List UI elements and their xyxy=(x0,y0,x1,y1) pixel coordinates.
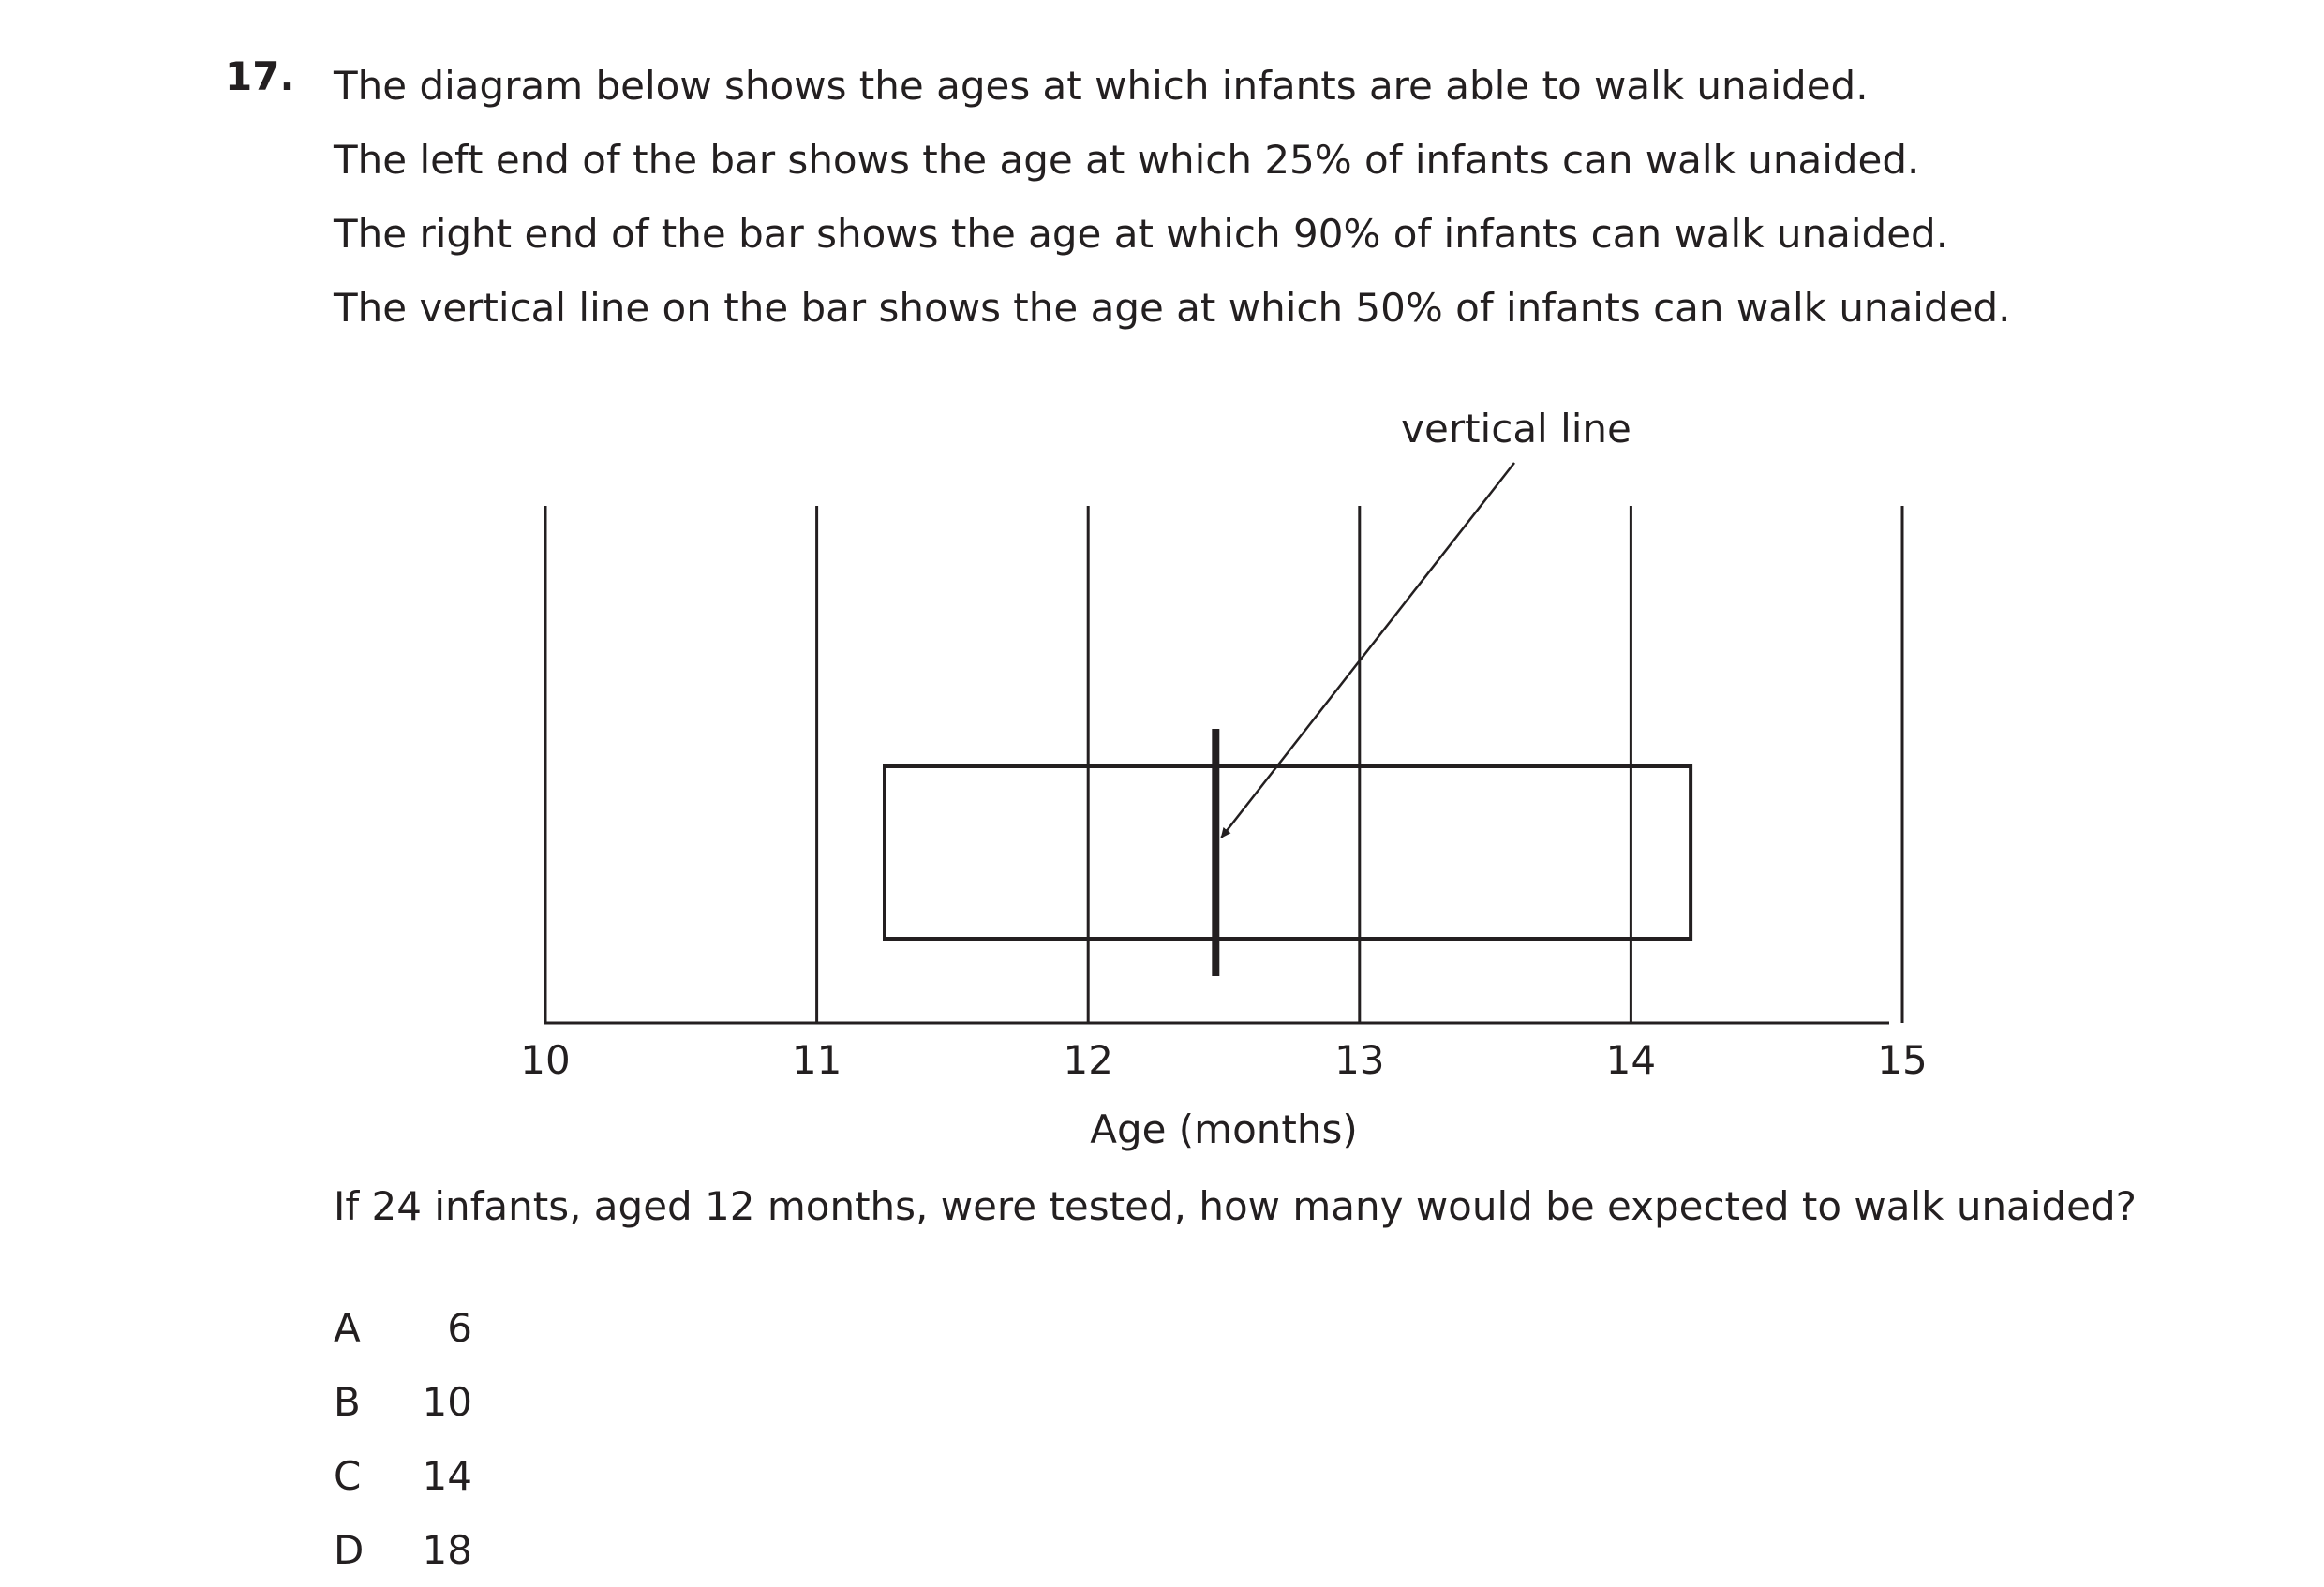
option-value: 18 xyxy=(422,1527,472,1573)
annotation-label: vertical line xyxy=(1401,406,1631,452)
option-c[interactable] xyxy=(334,1439,472,1513)
tick-label: 14 xyxy=(1605,1037,1657,1083)
option-value: 10 xyxy=(422,1379,472,1425)
option-letter: A xyxy=(334,1305,361,1351)
option-letter: D xyxy=(334,1527,365,1573)
intro-line: The right end of the bar shows the age at which 90% of infants can walk unaided. xyxy=(334,211,1949,257)
option-value: 14 xyxy=(422,1453,472,1499)
option-d[interactable] xyxy=(334,1513,472,1587)
tick-label: 15 xyxy=(1877,1037,1928,1083)
intro-line: The diagram below shows the ages at which infants are able to walk unaided. xyxy=(334,63,1869,109)
quartile-bar xyxy=(885,766,1691,939)
answer-options xyxy=(334,1291,472,1587)
intro-line: The vertical line on the bar shows the age at which 50% of infants can walk unaided. xyxy=(334,285,2011,331)
x-axis-label: Age (months) xyxy=(1090,1106,1358,1152)
tick-label: 11 xyxy=(791,1037,842,1083)
option-letter: C xyxy=(334,1453,362,1499)
tick-labels xyxy=(520,1037,1927,1083)
option-b[interactable] xyxy=(334,1365,472,1439)
option-a[interactable] xyxy=(334,1291,472,1365)
option-value: 6 xyxy=(447,1305,472,1351)
question-number: 17. xyxy=(225,53,295,99)
question-prompt: If 24 infants, aged 12 months, were tested, how many would be expected to walk unaided? xyxy=(334,1183,2137,1229)
tick-label: 10 xyxy=(520,1037,571,1083)
option-letter: B xyxy=(334,1379,361,1425)
intro-line: The left end of the bar shows the age at which 25% of infants can walk unaided. xyxy=(334,137,1920,183)
tick-label: 13 xyxy=(1334,1037,1385,1083)
annotation-arrow xyxy=(1221,463,1514,838)
tick-label: 12 xyxy=(1063,1037,1113,1083)
